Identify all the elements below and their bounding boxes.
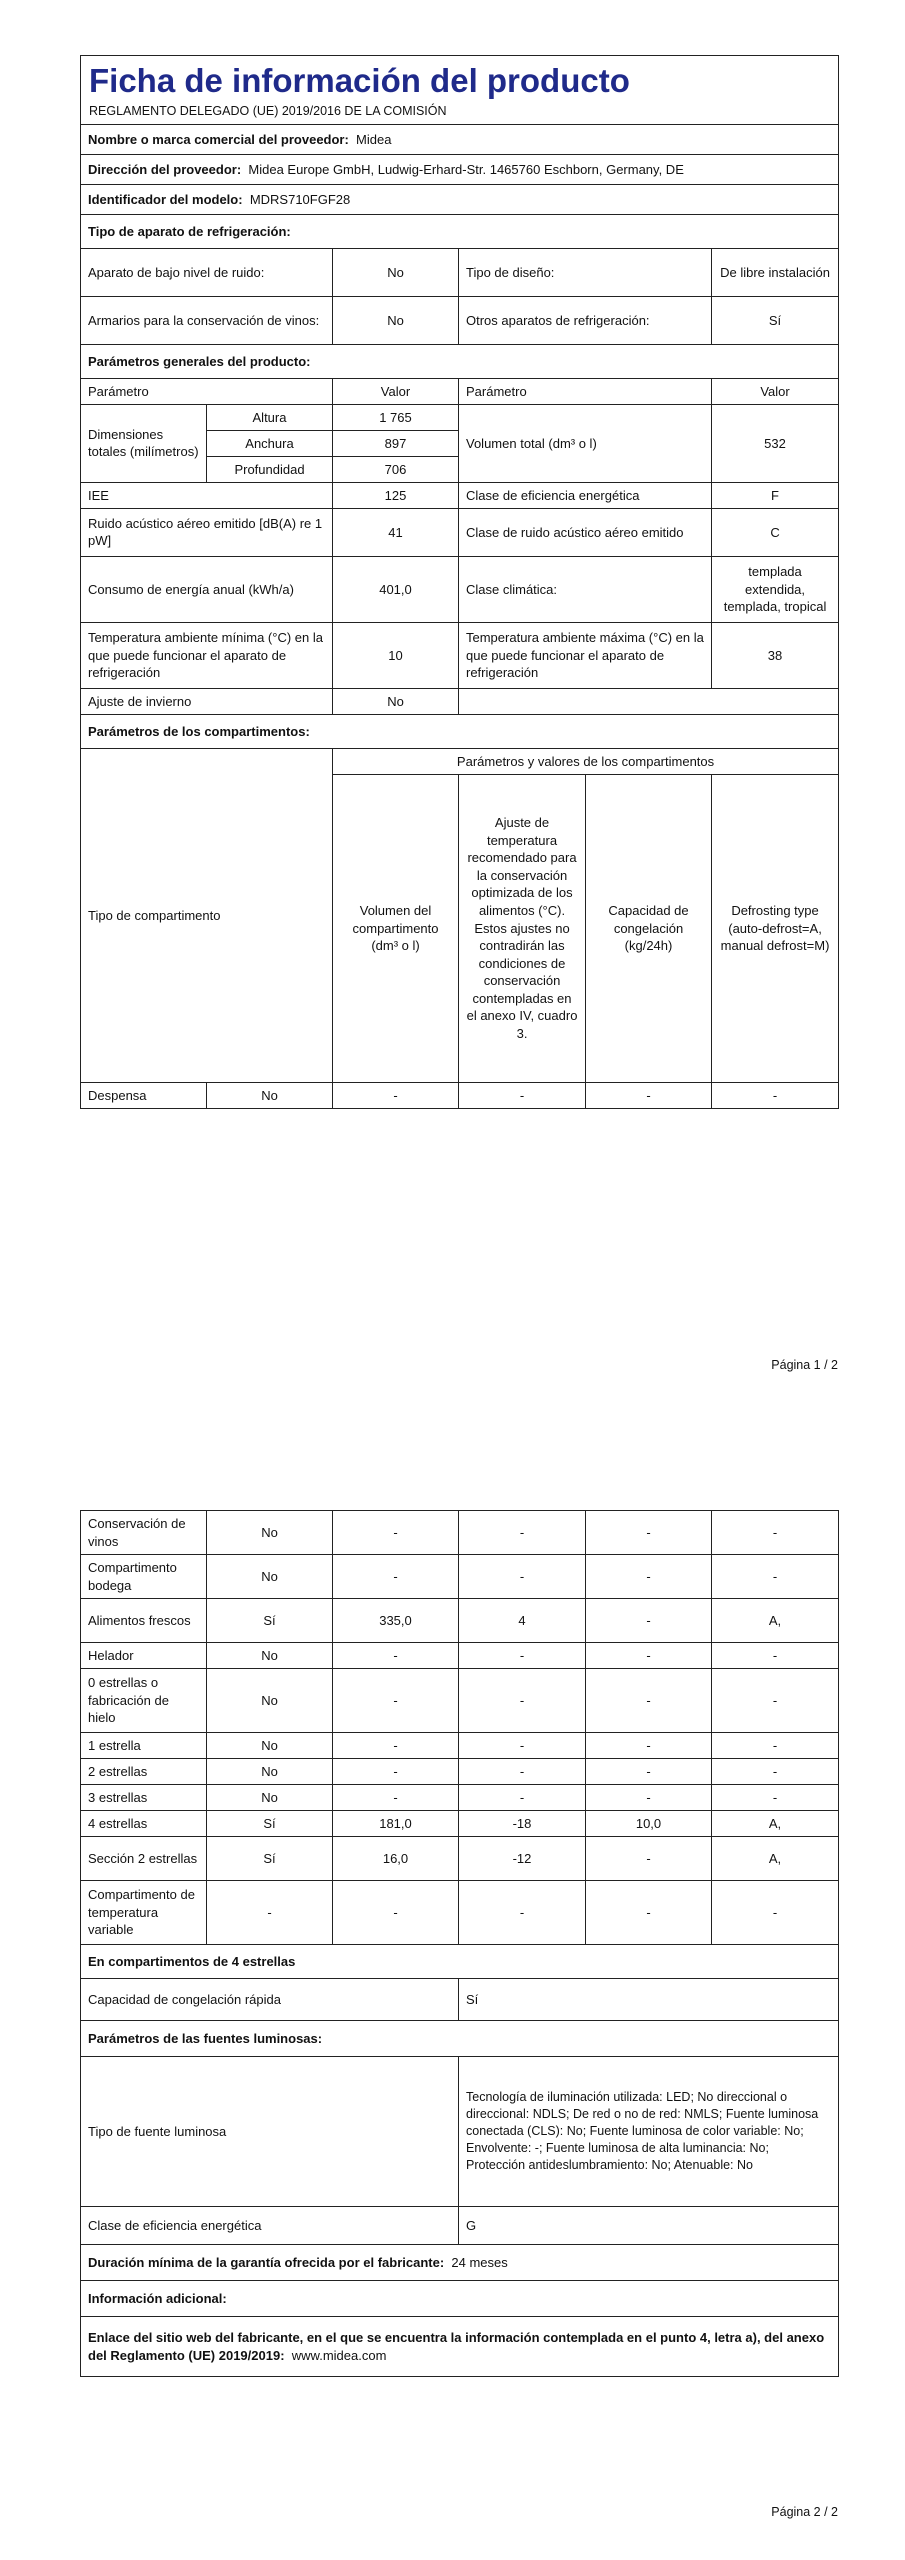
- col-param-header-2: Parámetro: [459, 378, 712, 404]
- title-cell: [81, 56, 839, 125]
- table-row: [81, 1669, 839, 1733]
- additional-info-header: Información adicional:: [81, 2281, 839, 2317]
- compartment-present: No: [207, 1555, 333, 1599]
- light-source-header: Parámetros de las fuentes luminosas:: [81, 2021, 839, 2057]
- light-class-label: Clase de eficiencia energética: [81, 2207, 459, 2245]
- noise-class-label: Clase de ruido acústico aéreo emitido: [459, 508, 712, 556]
- compartment-freeze: -: [586, 1733, 712, 1759]
- compartment-temp: -18: [459, 1811, 586, 1837]
- product-info-table-page2: [80, 1944, 839, 2377]
- address-value: Midea Europe GmbH, Ludwig-Erhard-Str. 1465760 Eschborn, Germany, DE: [248, 161, 684, 177]
- compartment-freeze: -: [586, 1082, 712, 1108]
- fast-freeze-value: Sí: [459, 1979, 839, 2021]
- compartment-volume: -: [333, 1733, 459, 1759]
- page-number-2: Página 2 / 2: [771, 2505, 838, 2519]
- model-label: Identificador del modelo:: [88, 191, 243, 207]
- compartment-volume: -: [333, 1881, 459, 1945]
- product-info-table-page1: [80, 55, 839, 749]
- compartment-freeze: -: [586, 1669, 712, 1733]
- page-2: [80, 1510, 838, 2377]
- compartment-volume: 335,0: [333, 1599, 459, 1643]
- model-value: MDRS710FGF28: [249, 191, 351, 207]
- warranty-row: [81, 2245, 839, 2281]
- compartments-table-page2: [80, 1510, 839, 1945]
- compartments-table-page1: [80, 748, 839, 1109]
- compartment-defrost: -: [712, 1643, 839, 1669]
- compartment-present: No: [207, 1669, 333, 1733]
- compartment-temp: -: [459, 1669, 586, 1733]
- compartment-present: No: [207, 1759, 333, 1785]
- compartment-defrost: -: [712, 1555, 839, 1599]
- energy-class-value: F: [712, 482, 839, 508]
- compartment-volume: 16,0: [333, 1837, 459, 1881]
- compartment-name: 3 estrellas: [81, 1785, 207, 1811]
- compartment-defrost: A,: [712, 1837, 839, 1881]
- compartment-volume: -: [333, 1555, 459, 1599]
- compartment-volume: -: [333, 1643, 459, 1669]
- compartment-present: Sí: [207, 1837, 333, 1881]
- table-row: [81, 1082, 839, 1108]
- supplier-label: Nombre o marca comercial del proveedor:: [88, 131, 349, 147]
- page-number-1: Página 1 / 2: [771, 1358, 838, 1372]
- width-value: 897: [333, 430, 459, 456]
- noise-value: 41: [333, 508, 459, 556]
- address-label: Dirección del proveedor:: [88, 161, 242, 177]
- compartment-present: No: [207, 1785, 333, 1811]
- compartment-freeze: -: [586, 1837, 712, 1881]
- compartment-present: No: [207, 1733, 333, 1759]
- design-value: De libre instalación: [712, 248, 839, 296]
- col-value-header-2: Valor: [712, 378, 839, 404]
- compartment-name: Conservación de vinos: [81, 1511, 207, 1555]
- climate-class-value: templada extendida, templada, tropical: [712, 556, 839, 622]
- compartment-freeze: 10,0: [586, 1811, 712, 1837]
- col-value-header: Valor: [333, 378, 459, 404]
- compartment-defrost: -: [712, 1759, 839, 1785]
- table-row: [81, 1599, 839, 1643]
- compartment-name: Helador: [81, 1643, 207, 1669]
- compartment-present: No: [207, 1511, 333, 1555]
- max-temp-label: Temperatura ambiente máxima (°C) en la que puede funcionar el aparato de refrigeración: [459, 622, 712, 688]
- page-1: [80, 55, 838, 1109]
- compartment-volume: -: [333, 1511, 459, 1555]
- compartment-temp: -12: [459, 1837, 586, 1881]
- weblink-label: Enlace del sitio web del fabricante, en el que se encuentra la información contemplada en el punto 4, letra a), del anexo del Reglamento (UE) 2019/2019:: [88, 2329, 825, 2363]
- noise-label: Ruido acústico aéreo emitido [dB(A) re 1 pW]: [81, 508, 333, 556]
- compartment-name: Compartimento bodega: [81, 1555, 207, 1599]
- compartment-volume: -: [333, 1759, 459, 1785]
- compartment-volume-header: Volumen del compartimento (dm³ o l): [333, 774, 459, 1082]
- compartments-header: Parámetros de los compartimentos:: [81, 714, 839, 748]
- compartment-freeze: -: [586, 1599, 712, 1643]
- compartment-present: Sí: [207, 1811, 333, 1837]
- empty-cell: [459, 688, 839, 714]
- light-class-value: G: [459, 2207, 839, 2245]
- compartment-name: Compartimento de temperatura variable: [81, 1881, 207, 1945]
- compartment-present: No: [207, 1643, 333, 1669]
- wine-cabinet-value: No: [333, 296, 459, 344]
- compartment-defrost: -: [712, 1669, 839, 1733]
- warranty-label: Duración mínima de la garantía ofrecida por el fabricante:: [88, 2254, 445, 2270]
- compartment-temp: -: [459, 1082, 586, 1108]
- depth-label: Profundidad: [207, 456, 333, 482]
- compartment-freeze: -: [586, 1555, 712, 1599]
- col-param-header: Parámetro: [81, 378, 333, 404]
- supplier-row: [81, 124, 839, 154]
- other-appliance-value: Sí: [712, 296, 839, 344]
- compartment-present: Sí: [207, 1599, 333, 1643]
- compartment-temp: -: [459, 1555, 586, 1599]
- width-label: Anchura: [207, 430, 333, 456]
- energy-consumption-label: Consumo de energía anual (kWh/a): [81, 556, 333, 622]
- compartment-defrost: -: [712, 1733, 839, 1759]
- compartment-volume: -: [333, 1669, 459, 1733]
- energy-class-label: Clase de eficiencia energética: [459, 482, 712, 508]
- winter-setting-value: No: [333, 688, 459, 714]
- appliance-type-header: Tipo de aparato de refrigeración:: [81, 214, 839, 248]
- compartment-freeze: -: [586, 1759, 712, 1785]
- address-row: [81, 154, 839, 184]
- compartment-name: Alimentos frescos: [81, 1599, 207, 1643]
- compartment-temp: -: [459, 1881, 586, 1945]
- min-temp-label: Temperatura ambiente mínima (°C) en la que puede funcionar el aparato de refrigeración: [81, 622, 333, 688]
- compartment-temp: -: [459, 1643, 586, 1669]
- compartment-defrost-header: Defrosting type (auto-defrost=A, manual defrost=M): [712, 774, 839, 1082]
- compartment-name: 4 estrellas: [81, 1811, 207, 1837]
- dimensions-label: Dimensiones totales (milímetros): [81, 404, 207, 482]
- compartment-defrost: -: [712, 1881, 839, 1945]
- compartment-name: 1 estrella: [81, 1733, 207, 1759]
- compartment-defrost: -: [712, 1082, 839, 1108]
- light-type-value: Tecnología de iluminación utilizada: LED; No direccional o direccional: NDLS; De red o no de red: NMLS; Fuente luminosa conectada (CLS): No; Fuente luminosa de color variable: No; Envolvente: -; Fuente luminosa de alta luminancia: No; Protección antideslumbramiento: No; Atenuable: No: [459, 2057, 839, 2207]
- compartment-temp: 4: [459, 1599, 586, 1643]
- compartment-freeze: -: [586, 1643, 712, 1669]
- iee-label: IEE: [81, 482, 333, 508]
- compartment-name: 2 estrellas: [81, 1759, 207, 1785]
- compartment-type-header: Tipo de compartimento: [81, 748, 333, 1082]
- compartment-defrost: -: [712, 1511, 839, 1555]
- supplier-value: Midea: [356, 131, 392, 147]
- general-params-header: Parámetros generales del producto:: [81, 344, 839, 378]
- total-volume-label: Volumen total (dm³ o l): [459, 404, 712, 482]
- compartment-temp-header: Ajuste de temperatura recomendado para la conservación optimizada de los alimentos (°C). Estos ajustes no contradirán las condiciones de conservación contempladas en el anexo IV, cuadro 3.: [459, 774, 586, 1082]
- weblink-row: [81, 2317, 839, 2377]
- weblink-value: www.midea.com: [291, 2347, 387, 2363]
- compartment-present: No: [207, 1082, 333, 1108]
- compartment-freeze: -: [586, 1881, 712, 1945]
- max-temp-value: 38: [712, 622, 839, 688]
- table-row: [81, 1811, 839, 1837]
- climate-class-label: Clase climática:: [459, 556, 712, 622]
- design-label: Tipo de diseño:: [459, 248, 712, 296]
- compartment-volume: -: [333, 1082, 459, 1108]
- table-row: [81, 1643, 839, 1669]
- table-row: [81, 1511, 839, 1555]
- compartment-temp: -: [459, 1733, 586, 1759]
- min-temp-value: 10: [333, 622, 459, 688]
- table-row: [81, 1555, 839, 1599]
- compartment-temp: -: [459, 1511, 586, 1555]
- iee-value: 125: [333, 482, 459, 508]
- total-volume-value: 532: [712, 404, 839, 482]
- height-label: Altura: [207, 404, 333, 430]
- compartment-freeze-header: Capacidad de congelación (kg/24h): [586, 774, 712, 1082]
- four-star-header: En compartimentos de 4 estrellas: [81, 1945, 839, 1979]
- compartment-defrost: -: [712, 1785, 839, 1811]
- page-title: Ficha de información del producto: [89, 62, 630, 99]
- compartment-temp: -: [459, 1759, 586, 1785]
- light-type-label: Tipo de fuente luminosa: [81, 2057, 459, 2207]
- other-appliance-label: Otros aparatos de refrigeración:: [459, 296, 712, 344]
- compartment-present: -: [207, 1881, 333, 1945]
- compartment-freeze: -: [586, 1785, 712, 1811]
- table-row: [81, 1733, 839, 1759]
- compartment-volume: -: [333, 1785, 459, 1811]
- compartment-freeze: -: [586, 1511, 712, 1555]
- warranty-value: 24 meses: [451, 2254, 508, 2270]
- energy-consumption-value: 401,0: [333, 556, 459, 622]
- low-noise-label: Aparato de bajo nivel de ruido:: [81, 248, 333, 296]
- depth-value: 706: [333, 456, 459, 482]
- compartment-name: Sección 2 estrellas: [81, 1837, 207, 1881]
- compartment-defrost: A,: [712, 1599, 839, 1643]
- compartment-params-group-header: Parámetros y valores de los compartimentos: [333, 748, 839, 774]
- wine-cabinet-label: Armarios para la conservación de vinos:: [81, 296, 333, 344]
- regulation-subtitle: REGLAMENTO DELEGADO (UE) 2019/2016 DE LA COMISIÓN: [89, 103, 447, 118]
- compartment-name: 0 estrellas o fabricación de hielo: [81, 1669, 207, 1733]
- height-value: 1 765: [333, 404, 459, 430]
- low-noise-value: No: [333, 248, 459, 296]
- fast-freeze-label: Capacidad de congelación rápida: [81, 1979, 459, 2021]
- model-row: [81, 184, 839, 214]
- compartment-temp: -: [459, 1785, 586, 1811]
- compartment-defrost: A,: [712, 1811, 839, 1837]
- table-row: [81, 1837, 839, 1881]
- compartment-name: Despensa: [81, 1082, 207, 1108]
- table-row: [81, 1881, 839, 1945]
- table-row: [81, 1759, 839, 1785]
- compartment-volume: 181,0: [333, 1811, 459, 1837]
- table-row: [81, 1785, 839, 1811]
- winter-setting-label: Ajuste de invierno: [81, 688, 333, 714]
- noise-class-value: C: [712, 508, 839, 556]
